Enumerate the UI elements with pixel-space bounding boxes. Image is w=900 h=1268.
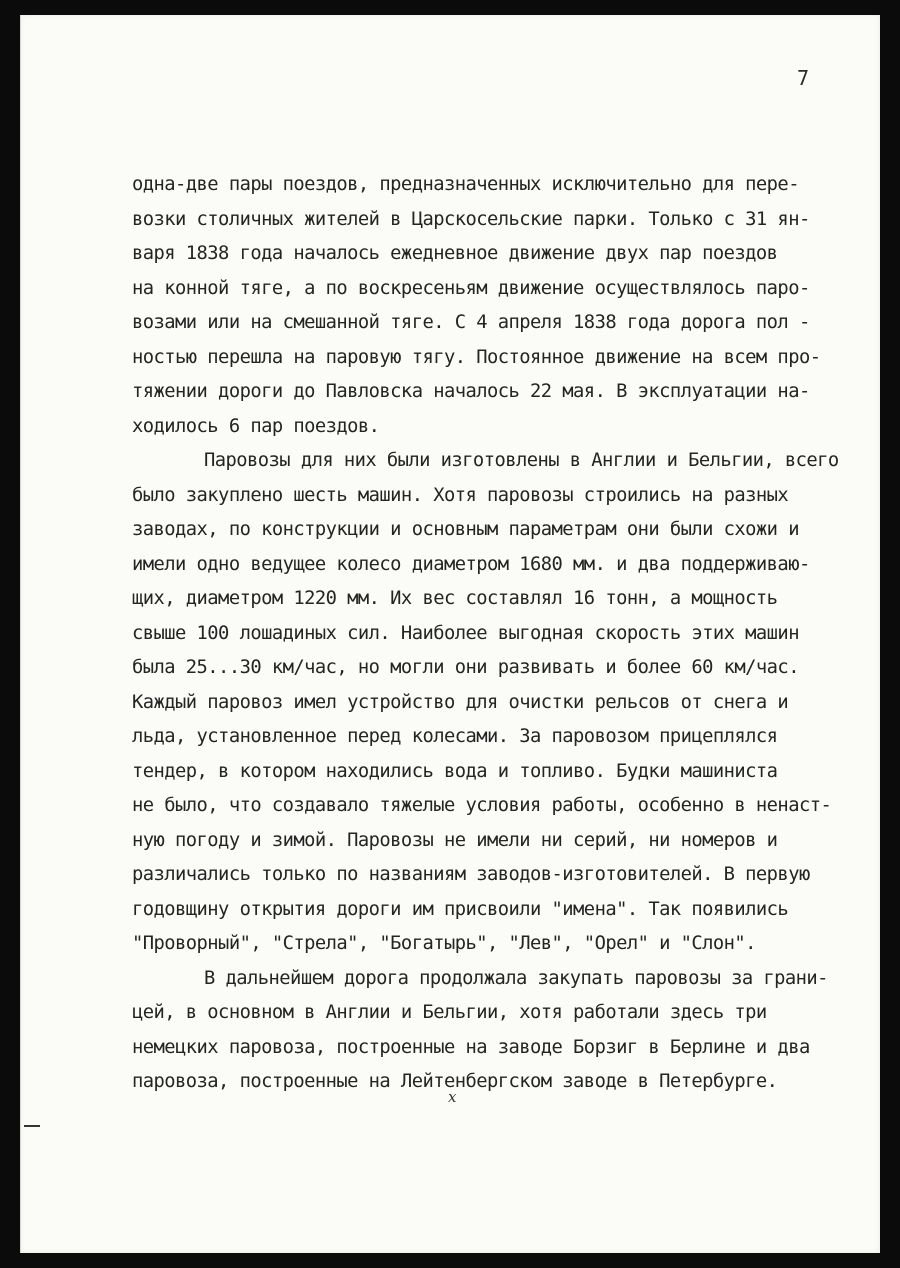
text-line: не было, что создавало тяжелые условия работы, особенно в ненаст- xyxy=(132,795,832,816)
text-line: варя 1838 года началось ежедневное движение двух пар поездов xyxy=(132,243,778,264)
footnote-mark: x xyxy=(448,1088,457,1106)
text-line: Каждый паровоз имел устройство для очистки рельсов от снега и xyxy=(132,691,789,713)
text-line: "Проворный", "Стрела", "Богатырь", "Лев", "Орел" и "Слон". xyxy=(132,933,756,954)
text-line: было закуплено шесть машин. Хотя паровозы строились на разных xyxy=(132,484,789,506)
text-line: щих, диаметром 1220 мм. Их вес составлял 16 тонн, а мощность xyxy=(132,588,778,609)
text-line: ходилось 6 пар поездов. xyxy=(132,415,380,437)
text-line-paragraph-start: В дальнейшем дорога продолжала закупать паровозы за грани- xyxy=(204,967,828,989)
text-line: возами или на смешанной тяге. С 4 апреля 1838 года дорога пол - xyxy=(132,312,810,333)
text-line: ную погоду и зимой. Паровозы не имели ни серий, ни номеров и xyxy=(132,829,778,851)
text-line: возки столичных жителей в Царскосельские парки. Только с 31 ян- xyxy=(132,208,810,230)
text-line: различались только по названиям заводов-изготовителей. В первую xyxy=(132,864,810,885)
text-line: немецких паровоза, построенные на заводе Борзиг в Берлине и два xyxy=(132,1036,810,1058)
text-line: тендер, в котором находились вода и топливо. Будки машиниста xyxy=(132,760,778,782)
text-line: цей, в основном в Англии и Бельгии, хотя работали здесь три xyxy=(132,1002,767,1023)
text-line: тяжении дороги до Павловска началось 22 мая. В эксплуатации на- xyxy=(132,381,810,402)
text-line: одна-две пары поездов, предназначенных исключительно для пере- xyxy=(132,174,799,195)
margin-dash xyxy=(24,1125,40,1127)
text-line: была 25...30 км/час, но могли они развивать и более 60 км/час. xyxy=(132,657,799,678)
text-line: свыше 100 лошадиных сил. Наиболее выгодная скорость этих машин xyxy=(132,622,799,644)
text-line-paragraph-start: Паровозы для них были изготовлены в Англии и Бельгии, всего xyxy=(204,450,839,471)
body-text xyxy=(132,168,839,1100)
text-line: на конной тяге, а по воскресеньям движение осуществлялось паро- xyxy=(132,277,810,299)
text-line: заводах, по конструкции и основным параметрам они были схожи и xyxy=(132,519,799,540)
paper-edge xyxy=(20,15,21,1253)
text-line: льда, установленное перед колесами. За паровозом прицеплялся xyxy=(132,726,778,747)
text-line: имели одно ведущее колесо диаметром 1680 мм. и два поддерживаю- xyxy=(132,553,810,575)
text-line: паровоза, построенные на Лейтенбергском заводе в Петербурге. xyxy=(132,1071,778,1092)
text-line: годовщину открытия дороги им присвоили "имена". Так появились xyxy=(132,898,789,920)
page-number: 7 xyxy=(797,66,810,90)
text-line: ностью перешла на паровую тягу. Постоянное движение на всем про- xyxy=(132,346,821,368)
